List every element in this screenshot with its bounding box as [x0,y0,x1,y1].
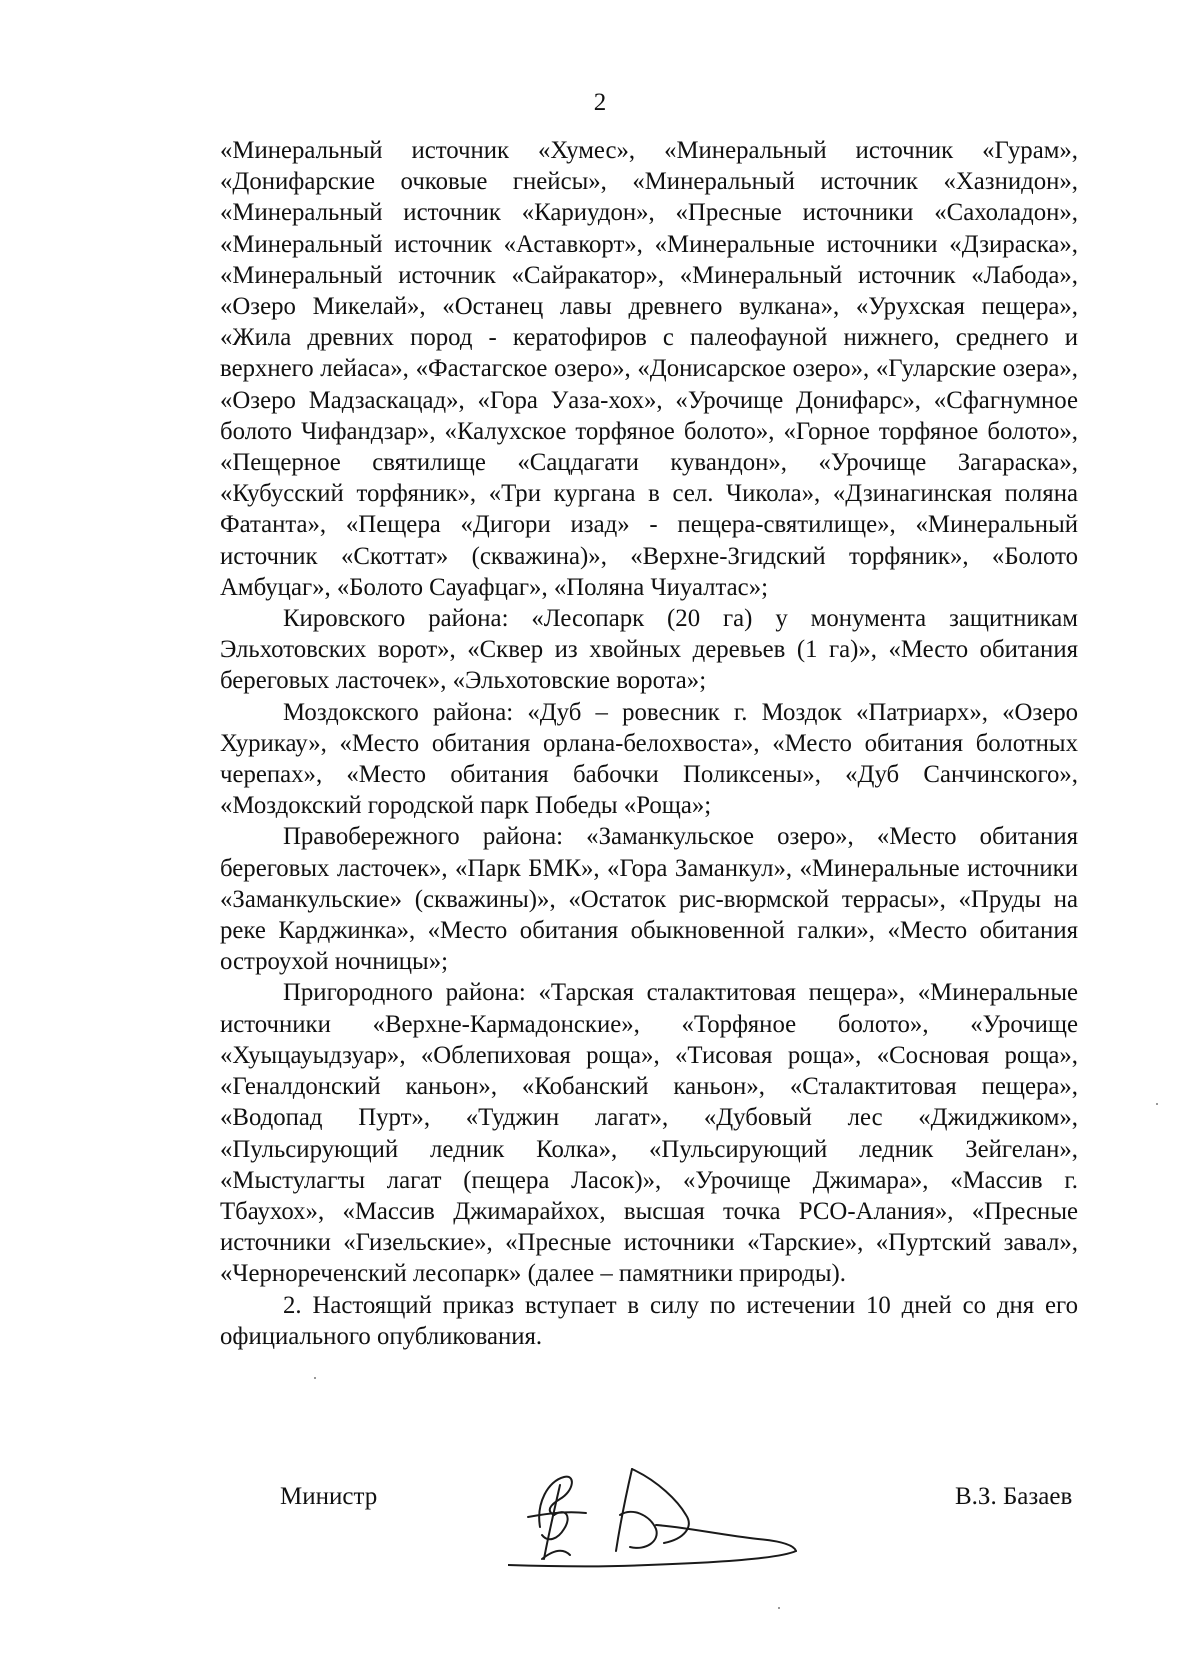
signatory-name: В.З. Базаев [955,1483,1073,1510]
paragraph-mozdoksky-district: Моздокского района: «Дуб – ровесник г. Моздок «Патриарх», «Озеро Хурикау», «Место обитания орлана-белохвоста», «Место обитания болотных черепах», «Место обитания бабочки Поликсены», «Дуб Санчинского», «Моздокский городской парк Победы «Роща»; [220,698,1078,820]
scan-speck [1156,1103,1158,1105]
page-number: 2 [593,89,607,116]
paragraph-effective-date: 2. Настоящий приказ вступает в силу по истечении 10 дней со дня его официального опубликования. [220,1291,1078,1350]
paragraph-prigorodny-district: Пригородного района: «Тарская сталактитовая пещера», «Минеральные источники «Верхне-Кармадонские», «Торфяное болото», «Урочище «Хуыцауыдзуар», «Облепиховая роща», «Тисовая роща», «Сосновая роща», «Геналдонский каньон», «Кобанский каньон», «Сталактитовая пещера», «Водопад Пурт», «Туджин лагат», «Дубовый лес «Джиджиком», «Пульсирующий ледник Колка», «Пульсирующий ледник Зейгелан», «Мыстулагты лагат (пещера Ласок)», «Урочище Джимара», «Массив г. Тбаухох», «Массив Джимарайхох, высшая точка РСО-Алания», «Пресные источники «Гизельские», «Пресные источники «Тарские», «Пуртский завал», «Чернореченский лесопарк» (далее – памятники природы). [220,979,1078,1288]
paragraph-pravoberezhny-district: Правобережного района: «Заманкульское озеро», «Место обитания береговых ласточек», «Парк БМК», «Гора Заманкул», «Минеральные источники «Заманкульские» (скважины)», «Остаток рис-вюрмской террасы», «Пруды на реке Карджинка», «Место обитания обыкновенной галки», «Место обитания остроухой ночницы»; [220,823,1078,976]
scan-speck [778,1607,780,1609]
handwritten-signature [508,1455,808,1575]
signature-block [0,1455,1200,1575]
scan-speck [314,1377,316,1379]
signatory-title: Министр [280,1483,378,1510]
document-body [220,135,1078,1352]
paragraph-kirovsky-district: Кировского района: «Лесопарк (20 га) у монумента защитникам Эльхотовских ворот», «Сквер из хвойных деревьев (1 га)», «Место обитания береговых ласточек», «Эльхотовские ворота»; [220,605,1078,695]
paragraph-monuments-list: «Минеральный источник «Хумес», «Минеральный источник «Гурам», «Донифарские очковые гнейсы», «Минеральный источник «Хазнидон», «Минеральный источник «Кариудон», «Пресные источники «Сахоладон», «Минеральный источник «Аставкорт», «Минеральные источники «Дзираска», «Минеральный источник «Сайракатор», «Минеральный источник «Лабода», «Озеро Микелай», «Останец лавы древнего вулкана», «Урухская пещера», «Жила древних пород - кератофиров с палеофауной нижнего, среднего и верхнего лейаса», «Фастагское озеро», «Донисарское озеро», «Гуларские озера», «Озеро Мадзаскацад», «Гора Уаза-хох», «Урочище Донифарс», «Сфагнумное болото Чифандзар», «Калухское торфяное болото», «Горное торфяное болото», «Пещерное святилище «Сацдагати кувандон», «Урочище Загараска», «Кубусский торфяник», «Три кургана в сел. Чикола», «Дзинагинская поляна Фатанта», «Пещера «Дигори изад» - пещера-святилище», «Минеральный источник «Скоттат» (скважина)», «Верхне-Згидский торфяник», «Болото Амбуцаг», «Болото Сауафцаг», «Поляна Чиуалтас»; [220,137,1078,601]
